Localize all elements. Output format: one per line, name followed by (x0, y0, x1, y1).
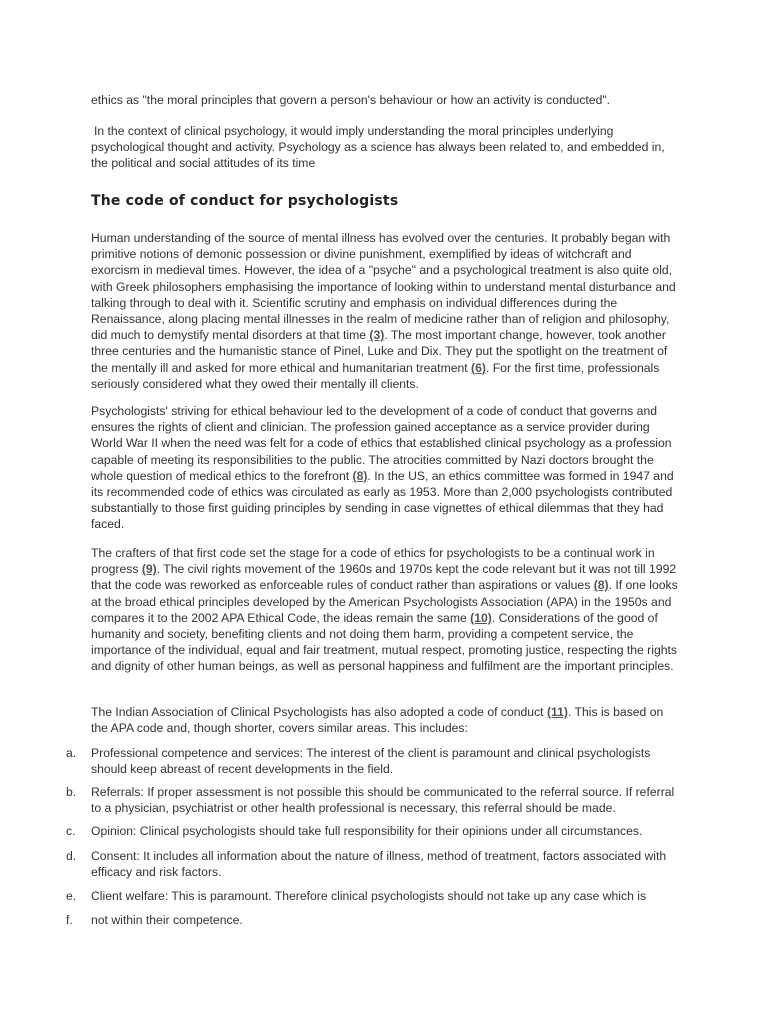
paragraph-text: . If one looks at the broad ethical principles developed by the American Psychologists Association (APA) in the 1950s and compares it to the 2002 APA Ethical Code, the ideas remain the same (91, 578, 678, 625)
citation-link[interactable]: (3) (369, 328, 385, 343)
list-item-text: Opinion: Clinical psychologists should take full responsibility for their opinions under all circumstances. (91, 824, 643, 838)
paragraph-crafters (91, 545, 683, 675)
paragraph-text: The crafters of that first code set the stage for a code of ethics for psychologists to be a continual work in progress (91, 546, 655, 577)
list-item-text: Consent: It includes all information about the nature of illness, method of treatment, factors associated with efficacy and risk factors. (91, 849, 667, 880)
paragraph-text: . This is based on the APA code and, though shorter, covers similar areas. This includes: (91, 705, 664, 736)
list-item (66, 745, 686, 779)
list-item-text: Professional competence and services: The interest of the client is paramount and clinical psychologists should keep abreast of recent developments in the field. (91, 746, 651, 777)
paragraph-text: . In the US, an ethics committee was formed in 1947 and its recommended code of ethics was circulated as early as 1953. More than 2,000 psychologists contributed substantially to those first guiding principles by sending in case vignettes of ethical dilemmas that they had faced. (91, 468, 674, 532)
list-item (66, 848, 686, 882)
citation-link[interactable]: (9) (141, 562, 157, 577)
citation-link[interactable]: (10) (470, 610, 492, 625)
list-marker: a. (66, 746, 77, 760)
citation-link[interactable]: (8) (593, 578, 609, 593)
list-item-text: Referrals: If proper assessment is not possible this should be communicated to the referral source. If referral to a physician, psychiatrist or other health professional is necessary, this referral should be made. (91, 785, 675, 816)
list-item (66, 912, 686, 930)
list-marker: d. (66, 849, 77, 863)
paragraph-indian-association (91, 704, 683, 736)
citation-link[interactable]: (8) (352, 468, 368, 483)
list-marker: f. (66, 913, 73, 927)
list-marker: e. (66, 889, 77, 903)
paragraph-text: . The most important change, however, took another three centuries and the humanistic stance of Pinel, Luke and Dix. They put the spotlight on the treatment of the mentally ill and asked for more ethical and humanitarian treatment (91, 328, 668, 375)
section-heading: The code of conduct for psychologists (91, 193, 399, 209)
paragraph-text: The Indian Association of Clinical Psychologists has also adopted a code of conduct (91, 705, 547, 719)
list-marker: b. (66, 785, 77, 799)
list-item-text: not within their competence. (91, 913, 243, 927)
list-marker: c. (66, 824, 76, 838)
paragraph-text: Human understanding of the source of mental illness has evolved over the centuries. It probably began with primitive notions of demonic possession or divine punishment, exemplified by ideas of witchcraft and exorcism in medieval times. However, the idea of a "psyche" and a psychological treatment is also quite old, with Greek philosophers emphasising the importance of looking within to understand mental disturbance and talking through to deal with it. Scientific scrutiny and emphasis on individual differences during the Renaissance, along placing mental illnesses in the realm of medicine rather than of religion and philosophy, did much to demystify mental disorders at that time (91, 231, 676, 343)
paragraph-text: . For the first time, professionals seriously considered what they owed their mentally ill clients. (91, 360, 660, 391)
list-item (66, 823, 686, 841)
paragraph-history (91, 230, 683, 392)
paragraph-text: . Considerations of the good of humanity and society, benefiting clients and not doing them harm, providing a competent service, the importance of the individual, equal and fair treatment, mutual respect, promoting justice, respecting the rights and dignity of other human beings, as well as personal happiness and fulfilment are the important principles. (91, 610, 677, 674)
intro-line: ethics as "the moral principles that govern a person's behaviour or how an activity is conducted". (91, 93, 611, 107)
list-item (66, 888, 686, 906)
list-item (66, 784, 686, 818)
paragraph-development (91, 403, 683, 533)
list-item-text: Client welfare: This is paramount. Therefore clinical psychologists should not take up any case which is (91, 889, 647, 903)
citation-link[interactable]: (6) (471, 360, 486, 375)
citation-link[interactable]: (11) (546, 705, 568, 719)
paragraph-text: Psychologists' striving for ethical behaviour led to the development of a code of conduct that governs and ensures the rights of client and clinician. The profession gained acceptance as a service provider during World War II when the need was felt for a code of ethics that established clinical psychology as a profession capable of meeting its responsibilities to the public. The atrocities committed by Nazi doctors brought the whole question of medical ethics to the forefront (91, 404, 672, 483)
paragraph-text: . The civil rights movement of the 1960s and 1970s kept the code relevant but it was not till 1992 that the code was reworked as enforceable rules of conduct rather than aspirations or values (91, 562, 677, 593)
context-paragraph: In the context of clinical psychology, it would imply understanding the moral principles underlying psychological thought and activity. Psychology as a science has always been related to, and embedded in, the political and social attitudes of its time (91, 124, 665, 171)
